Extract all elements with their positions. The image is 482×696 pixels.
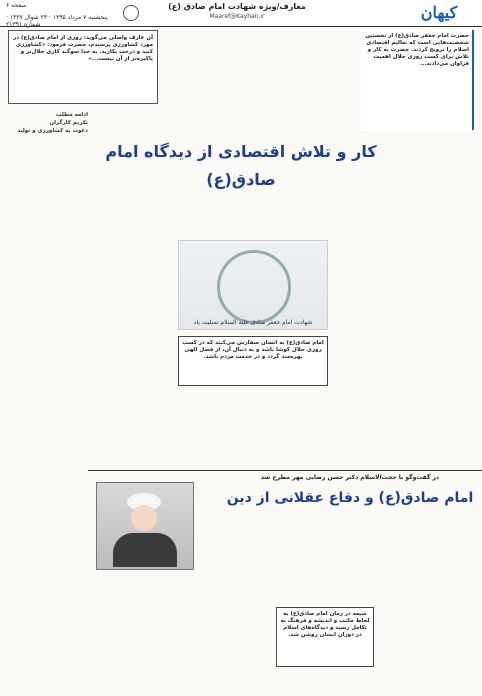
quote-box: [178, 336, 328, 386]
left-column: [8, 110, 88, 690]
art-caption: شهادت امام جعفر صادق علیه السلام تسلیت باد: [193, 319, 313, 326]
interview-callout-text: شیعه در زمان امام صادق(ع) به لحاظ مکتب و اندیشه و فرهنگ به تکامل رسید و دیدگاه‌های اسلام در دوران ایشان روشن شد.: [280, 611, 370, 638]
main-headline: کار و تلاش اقتصادی از دیدگاه امام صادق(ع): [105, 142, 377, 189]
highlight-box: [8, 30, 158, 104]
interview-headline: امام صادق(ع) و دفاع عقلانی از دین: [226, 490, 474, 506]
page-header: [0, 0, 482, 27]
ornament-icon: [217, 250, 291, 324]
speaker-photo: [96, 482, 194, 570]
left-heading-2: تکریم کارگران: [49, 120, 88, 126]
intro-box: [360, 30, 474, 130]
section-title: معارف/ویژه شهادت امام صادق (ع): [168, 2, 306, 11]
section-divider: [88, 470, 482, 471]
left-heading-1: ادامه مطلب: [55, 112, 88, 118]
interview-callout: [276, 607, 374, 667]
quote-text: امام صادق(ع) به انسان سفارش می‌کنند که در کسب روزی حلال کوشا باشد و به دنبال آن، از فضل الهی بهره‌مند گردد و در خدمت مردم باشد.: [182, 340, 324, 360]
calligraphy-art: [178, 240, 328, 330]
site-address: Maaref@Kayhan.ir: [209, 13, 265, 20]
intro-text: حضرت امام جعفر صادق(ع) از نخستین شخصیت‌هایی است که تعالیم اقتصادی اسلام را ترویج کردند. حضرت به کار و تلاش برای کسب روزی حلال اهمیت فراوان می‌دادند...: [365, 33, 469, 67]
left-heading-3: دعوت به کشاورزی و تولید: [17, 128, 88, 134]
interview-subtitle: در گفت‌وگو با حجت‌الاسلام دکتر حسن رضایی مهر مطرح شد: [260, 474, 440, 481]
highlight-text: آن عارف واصلی می‌گوید: روزی از امام صادق(ع) در مورد کشاورزی پرسیدم، حضرت فرمود: «کشاورزی کنید و درخت بکارید. به خدا سوگند کاری حلال‌تر و پاکیزه‌تر از آن نیست...»: [13, 35, 153, 62]
page-number: صفحه ۶: [6, 2, 27, 9]
kayhan-logo: کیهان: [420, 3, 458, 22]
issue-date: پنجشنبه ۷ مرداد ۱۳۹۵ · ۲۳ شوال ۱۴۳۷ · شماره ۲۱۳۹۱: [6, 14, 108, 28]
